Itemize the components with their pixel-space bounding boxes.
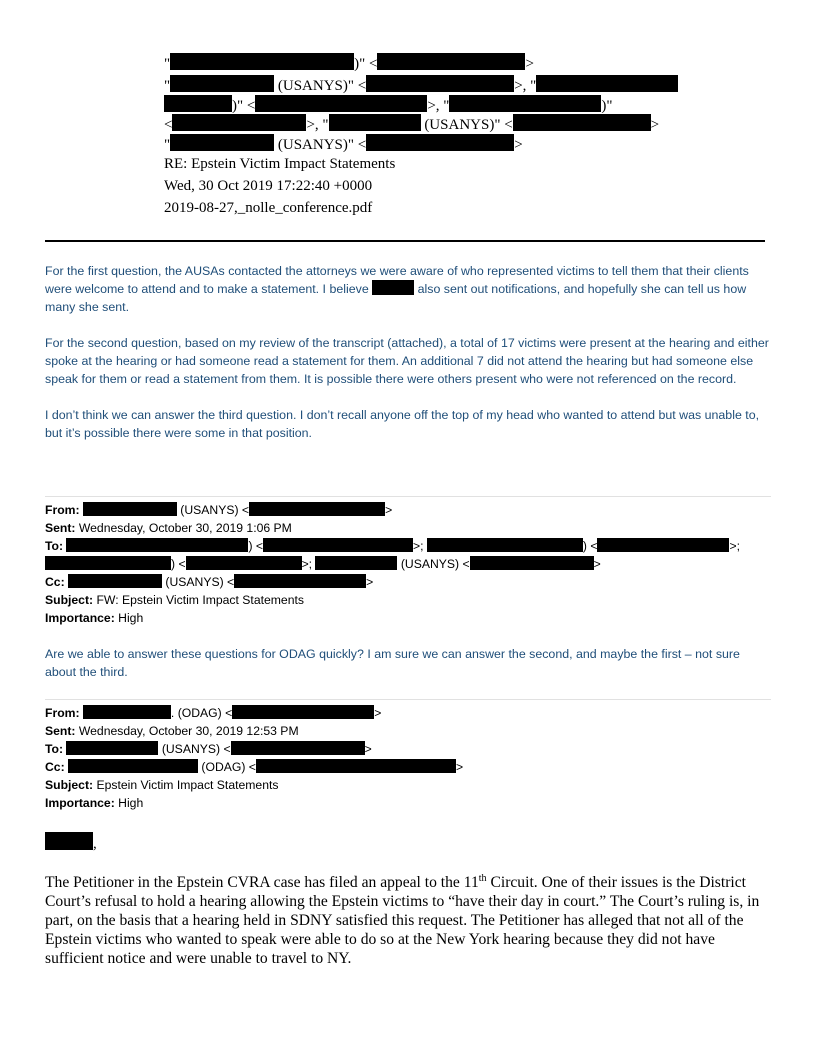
fwd2-from-line: From: . (ODAG) < > [45, 706, 382, 720]
redaction-block [170, 134, 274, 151]
reply-body [45, 262, 773, 442]
fwd1-to-line-2: ) < >; (USANYS) < > [45, 555, 775, 573]
redaction-block [315, 556, 397, 570]
fwd2-importance-line: Importance: High [45, 796, 144, 810]
redaction-block [366, 134, 514, 151]
redaction-block [372, 280, 414, 295]
redaction-block [231, 741, 365, 755]
redaction-block [249, 502, 385, 516]
fwd1-subject-line: Subject: FW: Epstein Victim Impact Statements [45, 593, 304, 607]
fwd1-cc-line: Cc: (USANYS) < > [45, 575, 374, 589]
redaction-block [83, 502, 177, 516]
to-value: " (USANYS)" < >, " [164, 75, 678, 95]
redaction-block [83, 705, 171, 719]
redaction-block [172, 114, 306, 131]
redaction-block [329, 114, 421, 131]
forward-header-1 [45, 501, 775, 627]
redaction-block [68, 759, 198, 773]
forward-header-2 [45, 704, 775, 812]
redaction-block [470, 556, 594, 570]
redaction-block [427, 538, 583, 552]
to-value-2: )" < >, " )" [164, 95, 613, 115]
redaction-block [597, 538, 729, 552]
reply-paragraph-1: For the first question, the AUSAs contacted the attorneys we were aware of who represented victims to tell them that their clients were welcome to attend and to make a statement. I believe also sent out notifications, and hopefully she can tell us how many she sent. [45, 264, 749, 314]
redaction-block [232, 705, 374, 719]
header-divider [45, 240, 765, 242]
fwd2-subject-line: Subject: Epstein Victim Impact Statements [45, 778, 279, 792]
forward-divider-2 [45, 699, 771, 700]
to-value-3: < >, " (USANYS)" < > [164, 114, 659, 134]
redaction-block [45, 832, 93, 850]
redaction-block [164, 95, 232, 112]
date-value: Wed, 30 Oct 2019 17:22:40 +0000 [164, 178, 373, 194]
subject-value: RE: Epstein Victim Impact Statements [164, 156, 396, 172]
attachment-filename: 2019-08-27,_nolle_conference.pdf [164, 200, 373, 216]
fwd1-importance-line: Importance: High [45, 611, 144, 625]
reply-paragraph-2: For the second question, based on my review of the transcript (attached), a total of 17 victims were present at the hearing and either spoke at the hearing or had someone read a statement for them. An additional 7 did not attend the hearing but had someone else speak for them or read a statement from them. It is possible there were others present who were not referenced on the record. [45, 336, 769, 386]
redaction-block [366, 75, 514, 92]
redaction-block [513, 114, 651, 131]
redaction-block [45, 556, 171, 570]
fwd2-sent-line: Sent: Wednesday, October 30, 2019 12:53 PM [45, 724, 299, 738]
original-message-body: The Petitioner in the Epstein CVRA case has filed an appeal to the 11th Circuit. One of their issues is the District Court’s refusal to hold a hearing allowing the Epstein victims to “have their day in court.” The Court’s ruling is, in part, on the basis that a hearing held in SDNY satisfied this request. The Petitioner has alleged that not all of the Epstein victims who wanted to speak were able to do so at the New York hearing because they did not have sufficient notice and were unable to travel to NY. [45, 873, 760, 967]
redaction-block [66, 538, 248, 552]
redaction-block [66, 741, 158, 755]
fwd1-from-line: From: (USANYS) < > [45, 503, 393, 517]
redaction-block [234, 574, 366, 588]
fwd1-body-text: Are we able to answer these questions for ODAG quickly? I am sure we can answer the second, and maybe the first – not sure about the third. [45, 647, 740, 679]
redaction-block [377, 53, 525, 70]
redaction-block [263, 538, 413, 552]
fwd1-to-line: To: ) < >; ) < >; [45, 539, 740, 553]
redaction-block [170, 53, 354, 70]
redaction-block [186, 556, 302, 570]
fwd2-to-line: To: (USANYS) < > [45, 742, 372, 756]
reply-paragraph-3: I don’t think we can answer the third question. I don’t recall anyone off the top of my head who wanted to attend but was unable to, but it’s possible there were some in that position. [45, 408, 760, 440]
salutation: , [45, 832, 97, 853]
from-value: " )" < > [164, 53, 534, 73]
cc-value: " (USANYS)" < > [164, 134, 523, 154]
redaction-block [256, 759, 456, 773]
redaction-block [536, 75, 678, 92]
forward-divider-1 [45, 496, 771, 497]
redaction-block [170, 75, 274, 92]
redaction-block [255, 95, 427, 112]
redaction-block [68, 574, 162, 588]
redaction-block [449, 95, 601, 112]
fwd2-cc-line: Cc: (ODAG) < > [45, 760, 464, 774]
fwd1-body [45, 645, 773, 681]
fwd1-sent-line: Sent: Wednesday, October 30, 2019 1:06 PM [45, 521, 292, 535]
